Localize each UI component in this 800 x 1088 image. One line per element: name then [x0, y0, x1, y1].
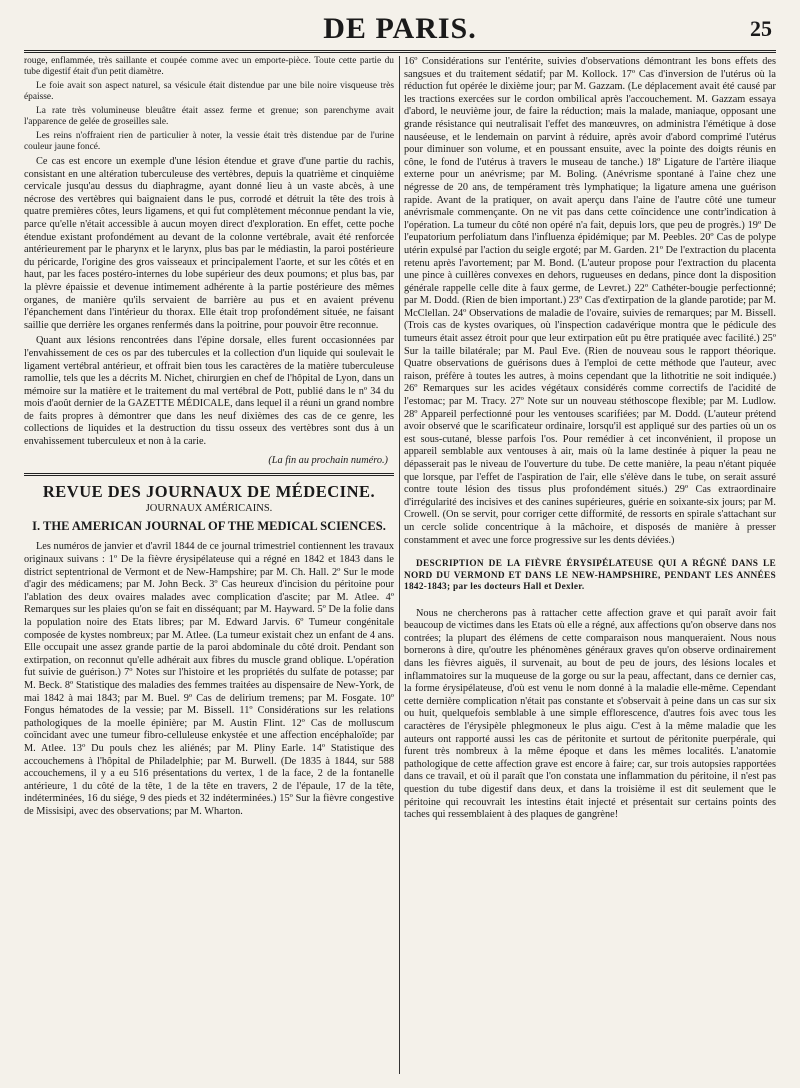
masthead: DE PARIS.: [323, 12, 477, 45]
paragraph: Le foie avait son aspect naturel, sa vésicule était distendue par une bile noire visqueuse très épaisse.: [24, 81, 394, 102]
article-heading: DESCRIPTION DE LA FIÈVRE ÉRYSIPÉLATEUSE QUI A RÉGNÉ DANS LE NORD DU VERMOND ET DANS LE NEW-HAMPSHIRE, PENDANT LES ANNÉES 1842-1843; par les docteurs Hall et Dexler.: [404, 559, 776, 593]
paragraph: Les numéros de janvier et d'avril 1844 de ce journal trimestriel contiennent les travaux originaux suivans : 1º De la fièvre érysipélateuse qui a régné en 1842 et 1843 dans le district septentrional de Vermont et de New-Hampshire; par M. Ch. Hall. 2º Sur le mode d'agir des médicamens; par M. John Beck. 3º Cas heureux d'incision du péritoine pour l'ablation des deux ovaires malades avec complication d'ascite; par M. Atlee. 4º Remarques sur les plaies qu'on se fait en disséquant; par M. Hayward. 5º De la folie dans la population noire des Etats libres; par M. Edward Jarvis. 6º Tumeur congénitale composée de kystes nombreux; par M. Atlee. (La tumeur existait chez un enfant de 4 ans. Elle occupait une assez grande partie de la paroi abdominale du côté droit. Pendant son extirpation, on reconnut qu'elle adhérait aux fibres du muscle grand oblique. L'opération fut suivie de guérison.) 7º Notes sur l'histoire et les propriétés du sulfate de potasse; par M. Beck. 8º Statistique des maladies des femmes traitées au dispensaire de New-York, de mai 1842 à mai 1843; par M. Buel. 9º Cas de delirium tremens; par M. Fosgate. 10º Fongus hématodes de la vessie; par M. Bissell. 11º Considérations sur les relations pathologiques de la moelle épinière; par M. Austin Flint. 12º Cas de molluscum coïncidant avec une tumeur fibro-celluleuse enkystée et une affection encéphaloïde; par M. Atlee. 13º Du pouls chez les aliénés; par M. Pliny Earle. 14º Statistique des accouchemens à l'hôpital de Philadelphie; par M. Burwell. (De 1835 à 1844, sur 588 accouchemens, il y a eu 516 présentations du vertex, 1 de la face, 2 de la fontanelle antérieure, 1 du côté de la tête, 1 de la tête en travers, 2 de l'épaule, 17 de la tête, indéterminées, 16 du siége, 9 des pieds et 32 indéterminées.) 15º Sur la fièvre congestive de Missisipi, avec des observations; par M. Wharton.: [24, 541, 394, 817]
paragraph: Nous ne chercherons pas à rattacher cette affection grave et qui paraît avoir fait beaucoup de victimes dans les Etats où elle a régné, aux affections qu'on observe dans nos contrées; la plupart des élémens de cette comparaison nous manqueraient. Nous nous bornerons à dire, qu'outre les phénomènes généraux graves qu'on observe ordinairement dans les fièvres aiguës, il survenait, au bout de peu de jours, des lésions locales et inflammatoires sur la muqueuse de la gorge ou sur la peau, affectant, dans ce dernier cas, la forme érysipélateuse, d'où est venu le nom donné à la maladie elle-même. Cependant cette dernière complication n'était pas constante et s'observait à peine dans un cas sur six ou huit, quelquefois semblable à une simple efflorescence, d'autres fois avec tous les caractères de l'érysipèle phlegmoneux le plus aigu. C'est à la même maladie que les auteurs ont rapporté aussi les cas de péritonite et surtout de péritonite puerpérale, qui furent très nombreux à la même époque et dans les mêmes localités. L'anatomie pathologique de cette affection grave est encore à faire; car, sur trois autopsies rapportées dans ce travail, et où il paraît que l'on constata une inflammation du péritoine, il n'est pas question du tube digestif dans deux, et dans la troisième il est dit seulement que le péritoine qui recouvrait les intestins était injecté et présentait sur certains points des taches qui ressemblaient à des plaques de gangrène!: [404, 607, 776, 821]
paragraph: Les reins n'offraient rien de particulier à noter, la vessie était très distendue par de l'urine couleur jaune foncé.: [24, 131, 394, 152]
continued-note: (La fin au prochain numéro.): [268, 454, 388, 466]
left-column: [24, 56, 394, 1074]
paragraph: Ce cas est encore un exemple d'une lésion étendue et grave d'une partie du rachis, consistant en une altération tuberculeuse des vertèbres, depuis la quatrième et cinquième cervicale jusqu'au dessus du diaphragme, ayant donné lieu à un vaste abcès, à une nécrose des vertèbres qui baignaient dans le pus, corrodé et détruit la tête des trois à quatre premières côtes, leurs ligamens, et qui fut complètement méconnue pendant la vie, parce qu'elle n'était accessible à aucun moyen direct d'exploration. En effet, cette poche étendue existant profondément au devant de la colonne vertébrale, avait été renforcée antérieurement par le pharynx et le larynx, plus bas par le médiastin, la paroi postérieure du péricarde, l'origine des gros vaisseaux et principalement l'aorte, et sur les côtés et en haut, par les faces postéro-internes du lobe supérieur des deux poumons; et plus bas, par la plèvre épaissie et devenue intimement adhérente à la partie postérieure des mêmes organes, de manière qu'ils servaient de barrière au pus et en avaient prévenu l'épanchement dans l'intérieur du thorax. Elle était trop profondément située, ne faisant saillie que derrière les organes renfermés dans la poitrine, pour pouvoir être reconnue.: [24, 156, 394, 331]
paragraph: rouge, enflammée, très saillante et coupée comme avec un emporte-pièce. Toute cette partie du tube digestif était d'un petit diamètre.: [24, 56, 394, 77]
page-number: 25: [750, 16, 772, 41]
paragraph: Quant aux lésions rencontrées dans l'épine dorsale, elles furent occasionnées par l'envahissement de ces os par des tubercules et la collection d'un liquide qui soulevait le ligament vertébral antérieur, et offrait bien tous les caractères de la matière tuberculeuse ramollie, tels que les a décrits M. Nichet, chirurgien en chef de l'hôpital de Lyon, dans un mémoire sur la matière et le traitement du mal vertébral de Pott, publié dans le nº 34 du mois d'août dernier de la GAZETTE MÉDICALE, dans lequel il a réuni un grand nombre de faits propres à démontrer que dans les neuf dixièmes des cas de ce genre, les collections de liquides et la destruction du tissu osseux des vertèbres sont dus à un envahissement tuberculeux et non à la carie.: [24, 335, 394, 448]
paragraph: La rate très volumineuse bleuâtre était assez ferme et grenue; son parenchyme avait l'apparence de gelée de groseilles sale.: [24, 106, 394, 127]
column-divider: [399, 56, 400, 1074]
page-header: [24, 10, 776, 53]
section-title: REVUE DES JOURNAUX DE MÉDECINE.: [42, 482, 376, 502]
journal-title: I. THE AMERICAN JOURNAL OF THE MEDICAL SCIENCES.: [32, 519, 386, 534]
right-column: [404, 56, 776, 1074]
section-rule: [24, 473, 394, 476]
section-subtitle: JOURNAUX AMÉRICAINS.: [145, 502, 273, 514]
paragraph: 16º Considérations sur l'entérite, suivies d'observations démontrant les bons effets des sangsues et du traitement sédatif; par M. Kollock. 17º Cas d'inversion de l'utérus où la réduction fut opérée le dixième jour; par M. Gazzam. (Le déplacement avait été causé par les tractions exercées sur le cordon ombilical après l'accouchement. M. Gazzam essaya d'abord, le neuvième jour, de faire la réduction; mais la malade, maniaque, opposant une grande résistance qui neutralisait l'effet des manœuvres, on administra l'émétique à dose nauséeuse, et le lendemain on parvint à réduire, après avoir d'abord comprimé l'utérus pour diminuer son volume, et en poussant ensuite, avec la pointe des doigts réunis en cône, le fond de l'utérus à travers le museau de tanche.) 18º Ligature de l'artère iliaque externe pour un anévrisme; par M. Boling. (Anévrisme spontané à l'aine chez une négresse de 20 ans, de tempérament très lymphatique; la ligature amena une guérison rapide. Avant de la pratiquer, on avait aperçu dans l'aine de l'autre côté une tumeur anévrismale commençante. On ne vit pas dans cette coïncidence une contr'indication à l'opération. La tumeur du côté non opéré n'a fait, depuis lors, que peu de progrès.) 19º De l'eupatorium perfoliatum dans l'influenza épidémique; par M. Peebles. 20º Cas de polype utérin expulsé par l'action du seigle ergoté; par M. Garden. 21º De l'extraction du placenta retenu après l'avortement; par M. Bond. (L'auteur propose pour l'extraction du placenta une pince à cuillères convexes en dehors, rugueuses en dedans, pince dont la disposition générale rappelle celle dite à faux germe, de Levret.) 22º Cathéter-bougie perfectionné; par M. Dodd. (Rien de bien important.) 23º Cas d'extirpation de la glande parotide; par M. McClellan. 24º Observations de maladie de l'ovaire, suivies de remarques; par M. Bissell. (Trois cas de kystes ovariques, où l'inspection cadavérique montra que le pédicule des tumeurs était assez étroit pour que leur extirpation eût pu être pratiquée avec facilité.) 25º Sur la taille bilatérale; par M. Paul Eve. (Rien de nouveau sous le rapport théorique. Quatre observations de guérisons dues à l'emploi de cette méthode que l'auteur, avec raison, préfère à toutes les autres, à moins cependant que la lithotritie ne soit indiquée.) 26º Remarques sur les acides végétaux considérés comme correctifs de l'acidité de l'estomac; par M. Tracy. 27º Note sur un nouveau stéthoscope flexible; par M. Ludlow. 28º Appareil perfectionné pour les ventouses scarifiées; par M. Dodd. (L'auteur prétend avoir observé que le scarificateur ordinaire, lorsqu'il est appliqué sur des parties où un os est sous-cutané, blesse parfois l'os. Pour remédier à cet inconvénient, il propose un appareil semblable aux ventouses à air, mais où la lame destinée à piquer la peau ne dépasserait pas le niveau de l'ouverture du tube. De cette manière, la peau n'étant piquée que lorsque, par l'effet de l'aspiration de l'air, elle s'élève dans le tube, on serait assuré contre toute lésion des tissus plus profondément situés.) 29º Cas extraordinaire d'irrégularité des incisives et des canines supérieures, guérie en soixante-six jours; par M. Crowell. (On se servit, pour corriger cette difformité, de ressorts en spirale s'attachant sur un cercle solide concentrique à la mâchoire, et disposés de manière à presser constamment et avec une force progressive sur les dents déviées.): [404, 56, 776, 546]
